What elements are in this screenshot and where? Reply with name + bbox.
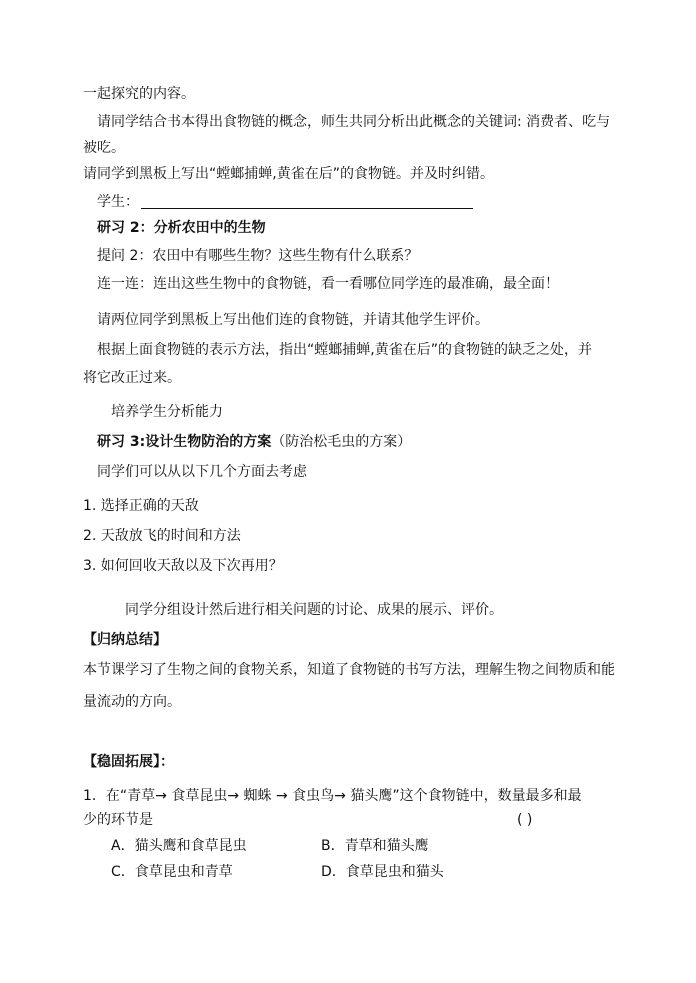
text-line: 连一连：连出这些生物中的食物链，看一看哪位同学连的最准确，最全面！	[97, 276, 559, 292]
text-line: 本节课学习了生物之间的食物关系，知道了食物链的书写方法，理解生物之间物质和能	[83, 662, 615, 678]
text-line: 量流动的方向。	[83, 694, 181, 710]
section-heading-note: （防治松毛虫的方案）	[271, 434, 412, 450]
list-item: 1. 选择正确的天敌	[83, 498, 199, 514]
text-line: 被吃。	[83, 140, 125, 156]
text-line: 将它改正过来。	[83, 370, 181, 386]
option-a: A．猫头鹰和食草昆虫	[111, 838, 247, 854]
text-line: 提问 2：农田中有哪些生物？这些生物有什么联系？	[97, 248, 419, 264]
text-line: 请同学到黑板上写出“螳螂捕蝉,黄雀在后”的食物链。并及时纠错。	[83, 166, 494, 182]
list-item: 2. 天敌放飞的时间和方法	[83, 528, 241, 544]
student-answer-line	[97, 192, 473, 212]
question-text: 少的环节是	[83, 812, 153, 828]
text-line: 培养学生分析能力	[111, 404, 223, 420]
text-line: 根据上面食物链的表示方法，指出“螳螂捕蝉,黄雀在后”的食物链的缺乏之处，并	[97, 342, 592, 358]
expand-title: 【稳固拓展】：	[83, 754, 174, 770]
section-heading	[97, 432, 411, 452]
answer-parentheses: ( )	[517, 812, 533, 828]
section-heading-bold: 研习 3:设计生物防治的方案	[97, 434, 272, 450]
question-text: 1．在“青草→ 食草昆虫→ 蜘蛛 → 食虫鸟→ 猫头鹰”这个食物链中，数量最多和最	[83, 788, 582, 804]
text-line: 一起探究的内容。	[83, 86, 195, 102]
text-line: 同学们可以从以下几个方面去考虑	[97, 464, 307, 480]
text-line: 请两位同学到黑板上写出他们连的食物链，并请其他学生评价。	[97, 312, 489, 328]
text-line: 请同学结合书本得出食物链的概念，师生共同分析出此概念的关键词: 消费者、吃与	[97, 114, 611, 130]
summary-title: 【归纳总结】	[83, 632, 167, 648]
text-line: 同学分组设计然后进行相关问题的讨论、成果的展示、评价。	[125, 602, 503, 618]
student-label: 学生：	[97, 194, 139, 210]
answer-blank	[141, 194, 473, 209]
option-d: D．食草昆虫和猫头	[321, 864, 444, 880]
list-item: 3. 如何回收天敌以及下次再用？	[83, 558, 283, 574]
option-b: B．青草和猫头鹰	[321, 838, 429, 854]
option-c: C．食草昆虫和青草	[111, 864, 233, 880]
section-heading: 研习 2：分析农田中的生物	[97, 220, 266, 236]
